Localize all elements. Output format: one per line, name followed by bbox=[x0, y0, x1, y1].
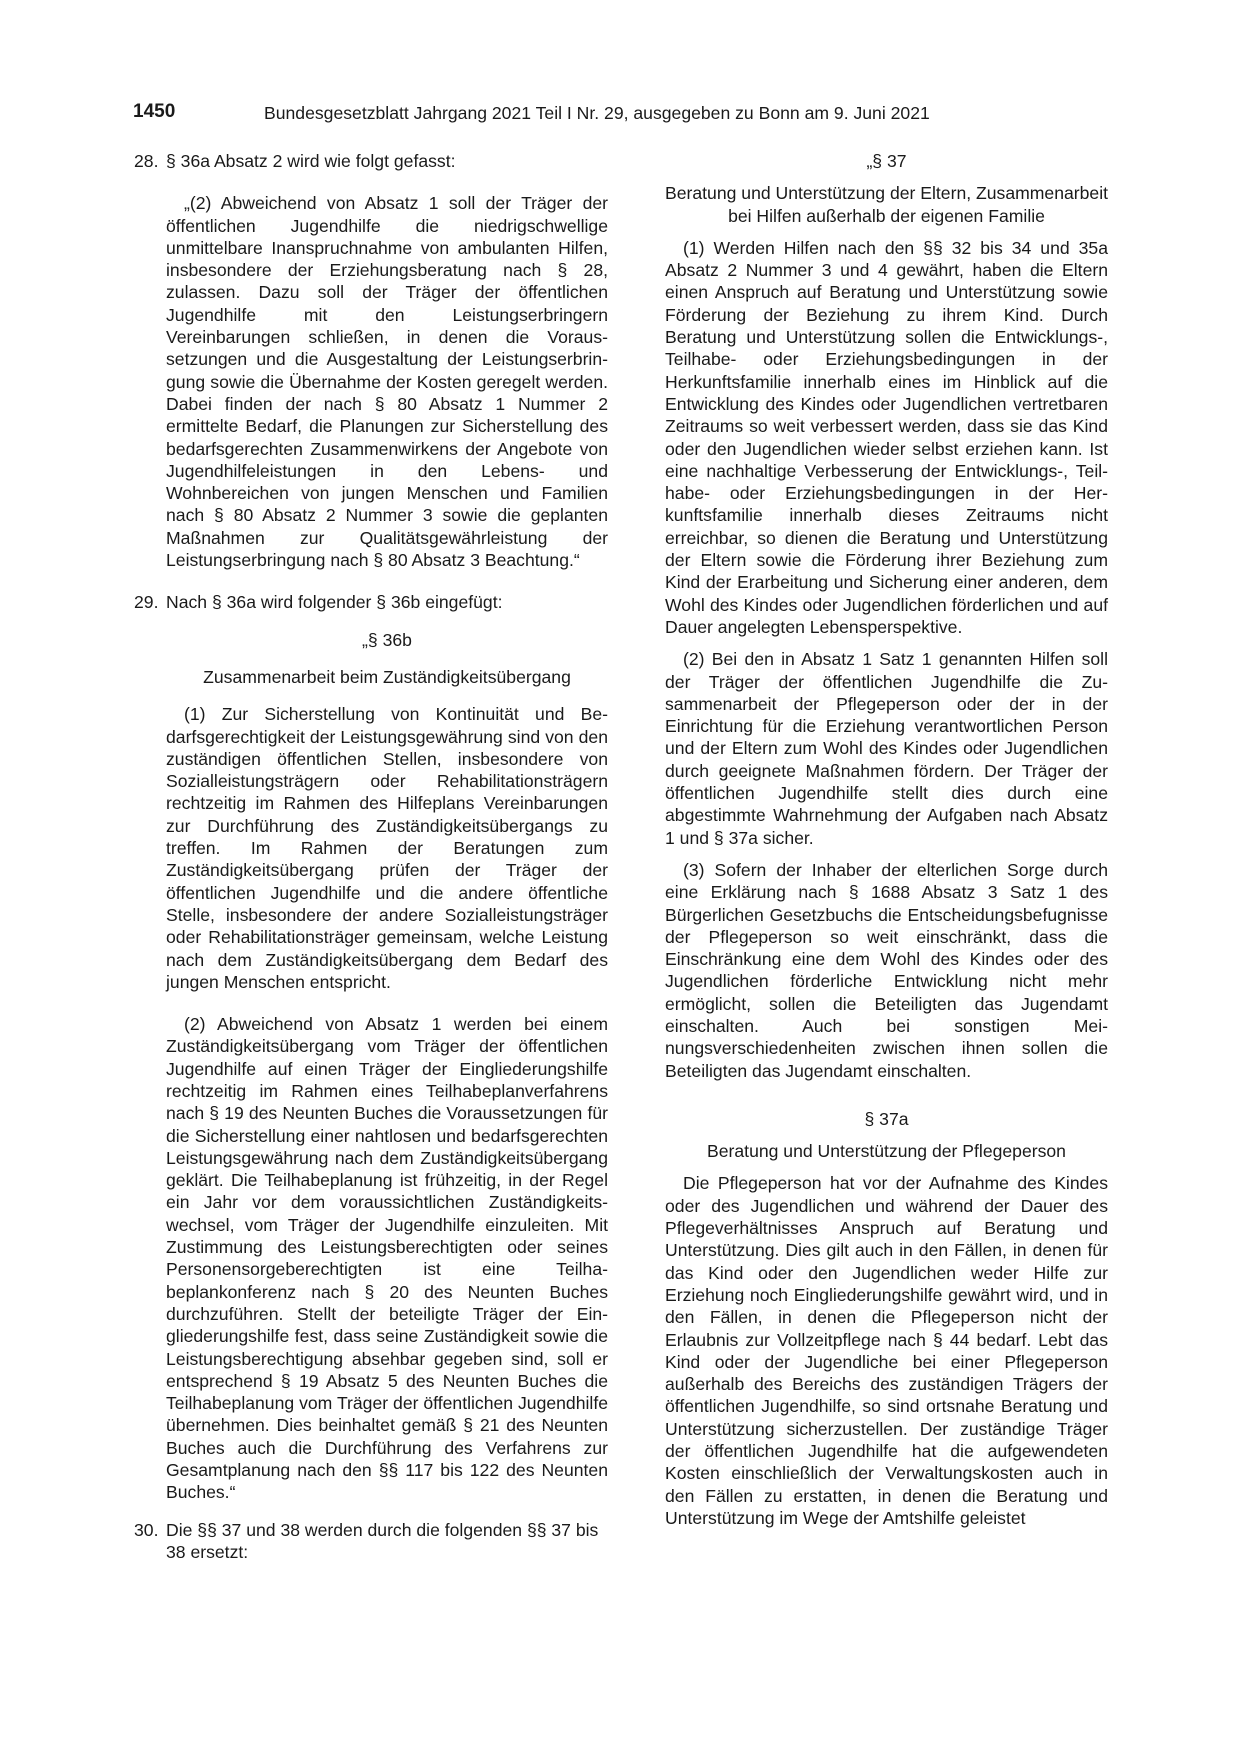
list-item-29 bbox=[134, 591, 608, 613]
right-column bbox=[665, 150, 1108, 1529]
left-column bbox=[134, 150, 608, 1563]
section-number: „§ 37 bbox=[866, 151, 907, 171]
section-heading: Zusammenarbeit beim Zuständigkeitsübergang bbox=[203, 666, 571, 687]
paragraph: (1) Werden Hilfen nach den §§ 32 bis 34 und 35a Absatz 2 Nummer 3 und 4 gewährt, haben die Eltern einen Anspruch auf Beratung und Unterstützung sowie Förderung der Beziehung zu ihrem Kind. Durch Beratung und Unterstützung sollen die Entwicklungs-, Teilhabe- oder Erziehungsbedingungen in der Herkunftsfamilie innerhalb eines im Hinblick auf die Entwicklung des Kindes oder Jugendlichen vertretbaren Zeitraums so weit verbessert werden, dass sie das Kind oder den Jugendlichen wieder selbst erziehen kann. Ist eine nachhaltige Verbesserung der Entwicklungs-, Teilhabe- oder Erziehungsbedingungen in der Herkunftsfamilie innerhalb dieses Zeitraums nicht erreichbar, so dienen die Beratung und Unterstützung der Eltern sowie die Förderung ihrer Beziehung zum Kind der Erarbeitung und Sicherung einer anderen, dem Wohl des Kindes oder Jugendlichen förderlichen und auf Dauer angelegten Lebensperspektive. bbox=[665, 237, 1108, 637]
page-number: 1450 bbox=[133, 101, 176, 122]
paragraph: (3) Sofern der Inhaber der elterlichen Sorge durch eine Erklärung nach § 1688 Absatz 3 Satz 1 des Bürgerlichen Gesetzbuchs die Entscheidungsbefugnisse der Pflegeperson so weit einschränkt, dass die Einschränkung eine dem Wohl des Kindes oder des Jugendlichen förderliche Entwicklung nicht mehr ermöglicht, sollen die Beteiligten das Jugendamt einschalten. Auch bei sonstigen Meinungsverschiedenheiten zwischen ihnen sollen die Beteiligten das Jugendamt einschalten. bbox=[665, 859, 1108, 1081]
item-number: 29. bbox=[134, 592, 159, 613]
paragraph: „(2) Abweichend von Absatz 1 soll der Träger der öffentlichen Jugendhilfe die niedrigschwellige unmittelbare Inanspruchnahme von ambulanten Hilfen, insbesondere der Erziehungsberatung nach § 28, zulassen. Dazu soll der Träger der öffentlichen Jugendhilfe mit den Leistungserbringern Vereinbarungen schließen, in denen die Voraussetzungen und die Ausgestaltung der Leistungserbringung sowie die Übernahme der Kosten geregelt werden. Dabei finden der nach § 80 Absatz 1 Nummer 2 ermittelte Bedarf, die Planungen zur Sicherstellung des bedarfsgerechten Zusammenwirkens der Angebote von Jugendhilfeleistungen in den Lebens- und Wohnbereichen von jungen Menschen und Familien nach § 80 Absatz 2 Nummer 3 sowie die geplanten Maßnahmen zur Qualitätsgewährleistung der Leistungserbringung nach § 80 Absatz 3 Beachtung.“ bbox=[166, 193, 608, 571]
item-number: 30. bbox=[134, 1519, 159, 1540]
section-number: „§ 36b bbox=[362, 629, 412, 650]
paragraph: Die Pflegeperson hat vor der Aufnahme des Kindes oder des Jugendlichen und während der Dauer des Pflegeverhältnisses Anspruch auf Beratung und Unterstützung. Dies gilt auch in den Fällen, in denen für das Kind oder den Jugendlichen weder Hilfe zur Erziehung noch Eingliederungshilfe gewährt wird, und in den Fällen, in denen die Pflegeperson nicht der Erlaubnis zur Vollzeitpflege nach § 44 bedarf. Lebt das Kind oder der Jugendliche bei einer Pflegeperson außerhalb des Bereichs des zuständigen Trägers der öffentlichen Jugendhilfe, so sind ortsnahe Beratung und Unterstützung sicherzustellen. Der zuständige Träger der öffentlichen Jugendhilfe hat die aufgewendeten Kosten einschließlich der Verwaltungskosten auch in den Fällen zu erstatten, in denen die Beratung und Unterstützung im Wege der Amtshilfe geleistet bbox=[665, 1173, 1108, 1528]
section-number: § 37a bbox=[864, 1108, 909, 1129]
item-number: 28. bbox=[134, 151, 159, 171]
page-header bbox=[133, 101, 1108, 127]
item-text: Nach § 36a wird folgender § 36b eingefügt: bbox=[166, 592, 503, 613]
list-item-30 bbox=[134, 1519, 608, 1564]
paragraph: (2) Bei den in Absatz 1 Satz 1 genannten Hilfen soll der Träger der öffentlichen Jugendhilfe die Zusammenarbeit der Pflegeperson oder der in der Einrichtung für die Erziehung verantwortlichen Person und der Eltern zum Wohl des Kindes oder Jugendlichen durch geeignete Maßnahmen fördern. Der Träger der öffentlichen Jugendhilfe stellt dies durch eine abgestimmte Wahrnehmung der Aufgaben nach Absatz 1 und § 37a sicher. bbox=[665, 649, 1108, 848]
quote-block bbox=[134, 629, 608, 1504]
running-head: Bundesgesetzblatt Jahrgang 2021 Teil I Nr. 29, ausgegeben zu Bonn am 9. Juni 2021 bbox=[264, 103, 930, 123]
section-heading: Beratung und Unterstützung der Eltern, Zusammenarbeit bei Hilfen außerhalb der eigenen Familie bbox=[665, 183, 1109, 226]
paragraph: (1) Zur Sicherstellung von Kontinuität und Bedarfsgerechtigkeit der Leistungsgewährung sind von den zuständigen öffentlichen Stellen, insbesondere von Sozialleistungsträgern oder Rehabilitationsträgern rechtzeitig im Rahmen des Hilfeplans Vereinbarungen zur Durchführung des Zuständigkeitsübergangs zu treffen. Im Rahmen der Beratungen zum Zuständigkeitsübergang prüfen der Träger der öffentlichen Jugendhilfe und die andere öffentliche Stelle, insbesondere der andere Sozialleistungsträger oder Rehabilitationsträger gemeinsam, welche Leistung nach dem Zuständigkeitsübergang dem Bedarf des jungen Menschen entspricht. bbox=[166, 704, 608, 992]
section-heading: Beratung und Unterstützung der Pflegeperson bbox=[707, 1141, 1066, 1162]
item-text: § 36a Absatz 2 wird wie folgt gefasst: bbox=[166, 151, 456, 171]
quote-block bbox=[134, 192, 608, 571]
paragraph: (2) Abweichend von Absatz 1 werden bei einem Zuständigkeitsübergang vom Träger der öffentlichen Jugendhilfe auf einen Träger der Eingliederungshilfe rechtzeitig im Rahmen eines Teilhabeplanverfahrens nach § 19 des Neunten Buches die Voraussetzungen für die Sicherstellung einer nahtlosen und bedarfsgerechten Leistungsgewährung nach dem Zuständigkeitsübergang geklärt. Die Teilhabeplanung ist frühzeitig, in der Regel ein Jahr vor dem voraussichtlichen Zuständigkeitswechsel, vom Träger der Jugendhilfe einzuleiten. Mit Zustimmung des Leistungsberechtigten oder seines Personensorgeberechtigten ist eine Teilhabeplankonferenz nach § 20 des Neunten Buches durchzuführen. Stellt der beteiligte Träger der Eingliederungshilfe fest, dass seine Zuständigkeit sowie die Leistungsberechtigung absehbar gegeben sind, soll er entsprechend § 19 Absatz 5 des Neunten Buches die Teilhabeplanung vom Träger der öffentlichen Jugendhilfe übernehmen. Dies beinhaltet gemäß § 21 des Neunten Buches auch die Durchführung des Verfahrens zur Gesamtplanung nach den §§ 117 bis 122 des Neunten Buches.“ bbox=[166, 1014, 608, 1503]
item-text: Die §§ 37 und 38 werden durch die folgenden §§ 37 bis 38 ersetzt: bbox=[166, 1519, 599, 1562]
list-item-28 bbox=[134, 150, 608, 172]
